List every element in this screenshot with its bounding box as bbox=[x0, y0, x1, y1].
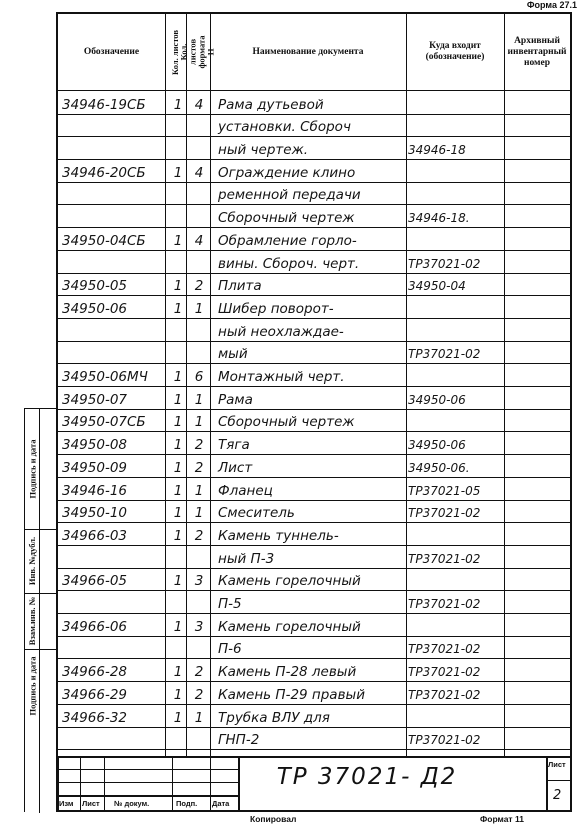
row-destination bbox=[408, 363, 506, 386]
table-row bbox=[58, 477, 570, 500]
row-sheets: 1 bbox=[173, 278, 183, 295]
row-code bbox=[62, 182, 160, 205]
row-code bbox=[62, 545, 160, 568]
stamp-grid-line bbox=[58, 782, 238, 783]
row-name: Камень П-29 правый bbox=[218, 686, 365, 703]
row-destination: ТР37021-02 bbox=[408, 347, 481, 362]
row-name: Фланец bbox=[218, 482, 273, 499]
row-sheets: 1 bbox=[173, 618, 183, 635]
row-format bbox=[189, 636, 209, 659]
table-row bbox=[58, 273, 570, 296]
row-name: Лист bbox=[218, 459, 253, 476]
row-format: 2 bbox=[194, 664, 204, 681]
row-code bbox=[62, 136, 160, 159]
row-sheets bbox=[170, 636, 186, 659]
row-sheets bbox=[170, 545, 186, 568]
row-sheets bbox=[170, 182, 186, 205]
stamp-izm-label: Изм bbox=[59, 799, 74, 808]
table-row bbox=[58, 386, 570, 409]
stamp-data-label: Дата bbox=[212, 799, 230, 808]
row-code: 34950-09 bbox=[62, 459, 127, 476]
row-name: ный чертеж. bbox=[218, 142, 309, 159]
row-destination bbox=[408, 318, 506, 341]
row-format: 1 bbox=[194, 482, 204, 499]
row-destination bbox=[408, 522, 506, 545]
row-destination: ТР37021-02 bbox=[408, 665, 481, 680]
row-format bbox=[189, 182, 209, 205]
row-format: 3 bbox=[194, 618, 204, 635]
row-code: 34966-29 bbox=[62, 686, 127, 703]
row-format: 2 bbox=[194, 437, 204, 454]
row-destination bbox=[408, 159, 506, 182]
row-sheets: 1 bbox=[173, 232, 183, 249]
table-row bbox=[58, 568, 570, 591]
row-destination: ТР37021-02 bbox=[408, 597, 481, 612]
row-name: Рама дутьевой bbox=[218, 96, 324, 113]
side-label-sign-date: Подпись и дата bbox=[27, 439, 37, 499]
row-sheets: 1 bbox=[173, 437, 183, 454]
table-row bbox=[58, 613, 570, 636]
row-sheets bbox=[170, 136, 186, 159]
row-sheets bbox=[170, 318, 186, 341]
row-sheets: 1 bbox=[173, 664, 183, 681]
row-name: Камень горелочный bbox=[218, 573, 361, 590]
row-name: Обрамление горло- bbox=[218, 232, 357, 249]
row-format bbox=[189, 590, 209, 613]
table-row bbox=[58, 500, 570, 523]
row-code bbox=[62, 590, 160, 613]
side-label-vzam-inv: Взам.инв. № bbox=[27, 596, 37, 646]
row-name: Плита bbox=[218, 278, 262, 295]
row-sheets bbox=[170, 250, 186, 273]
row-name: Смеситель bbox=[218, 505, 295, 522]
table-row bbox=[58, 114, 570, 137]
row-sheets: 1 bbox=[173, 164, 183, 181]
stamp-top-line bbox=[58, 756, 570, 758]
row-name: Рама bbox=[218, 391, 253, 408]
row-sheets: 1 bbox=[173, 505, 183, 522]
row-format: 4 bbox=[194, 164, 204, 181]
row-destination bbox=[408, 568, 506, 591]
row-name: Сборочный чертеж bbox=[218, 414, 355, 431]
row-code bbox=[62, 250, 160, 273]
stamp-grid-line bbox=[58, 769, 238, 770]
row-sheets: 1 bbox=[173, 391, 183, 408]
row-name: П-5 bbox=[218, 596, 242, 613]
row-destination: 34946-18 bbox=[408, 143, 466, 158]
row-code: 34966-32 bbox=[62, 709, 127, 726]
stamp-divider bbox=[104, 756, 105, 810]
table-row bbox=[58, 727, 570, 750]
table-row bbox=[58, 318, 570, 341]
table-row bbox=[58, 205, 570, 228]
row-code bbox=[62, 341, 160, 364]
row-sheets bbox=[170, 114, 186, 137]
row-format: 2 bbox=[194, 527, 204, 544]
row-sheets: 1 bbox=[173, 96, 183, 113]
stamp-sheet-number: 2 bbox=[553, 788, 562, 803]
row-name: вины. Сбороч. черт. bbox=[218, 255, 360, 272]
table-row bbox=[58, 136, 570, 159]
table-row bbox=[58, 182, 570, 205]
row-destination: ТР37021-02 bbox=[408, 733, 481, 748]
table-row bbox=[58, 295, 570, 318]
row-format bbox=[189, 545, 209, 568]
row-format: 4 bbox=[194, 232, 204, 249]
side-label-inv-dubl: Инв. №дубл. bbox=[27, 536, 38, 586]
table-row bbox=[58, 432, 570, 455]
row-destination: ТР37021-02 bbox=[408, 506, 481, 521]
row-name: Монтажный черт. bbox=[218, 369, 345, 386]
row-format: 1 bbox=[194, 505, 204, 522]
row-name: Шибер поворот- bbox=[218, 300, 334, 317]
row-code: 34946-19СБ bbox=[62, 96, 146, 113]
row-code bbox=[62, 114, 160, 137]
row-format: 2 bbox=[194, 278, 204, 295]
row-destination: 34950-06. bbox=[408, 460, 470, 475]
row-destination bbox=[408, 182, 506, 205]
row-destination bbox=[408, 227, 506, 250]
row-format: 1 bbox=[194, 709, 204, 726]
table-row bbox=[58, 681, 570, 704]
header-sheets-count: Кол. листов bbox=[170, 29, 180, 75]
header-archive: Архивный инвентарный номер bbox=[507, 35, 567, 68]
row-sheets: 1 bbox=[173, 300, 183, 317]
row-format: 4 bbox=[194, 96, 204, 113]
row-code: 34950-05 bbox=[62, 278, 127, 295]
row-format: 1 bbox=[194, 414, 204, 431]
table-row bbox=[58, 363, 570, 386]
table-row bbox=[58, 91, 570, 114]
row-code: 34950-07 bbox=[62, 391, 127, 408]
row-name: мый bbox=[218, 346, 248, 363]
document-code: ТР 37021- Д2 bbox=[276, 764, 458, 790]
stamp-divider bbox=[80, 756, 81, 810]
row-code: 34950-07СБ bbox=[62, 414, 146, 431]
row-code: 34950-06МЧ bbox=[62, 369, 148, 386]
row-destination: ТР37021-05 bbox=[408, 483, 481, 498]
header-designation: Обозначение bbox=[83, 46, 140, 57]
row-format: 2 bbox=[194, 459, 204, 476]
table-row bbox=[58, 341, 570, 364]
row-format bbox=[189, 114, 209, 137]
row-code bbox=[62, 727, 160, 750]
header-doc-name: Наименование документа bbox=[252, 46, 364, 57]
table-row bbox=[58, 704, 570, 727]
row-line bbox=[58, 749, 570, 750]
row-destination: 34950-06 bbox=[408, 392, 466, 407]
row-name: П-6 bbox=[218, 641, 242, 658]
row-destination: 34946-18. bbox=[408, 211, 470, 226]
form-number-label: Форма 27.1 bbox=[526, 0, 577, 10]
row-sheets: 1 bbox=[173, 709, 183, 726]
stamp-list-label: Лист bbox=[82, 799, 100, 808]
row-destination bbox=[408, 295, 506, 318]
stamp-divider bbox=[172, 756, 173, 810]
table-row bbox=[58, 545, 570, 568]
row-sheets: 1 bbox=[173, 573, 183, 590]
row-code bbox=[62, 205, 160, 228]
table-row bbox=[58, 636, 570, 659]
row-name: Трубка ВЛУ для bbox=[218, 709, 330, 726]
row-sheets bbox=[170, 205, 186, 228]
row-name: Тяга bbox=[218, 437, 250, 454]
table-row bbox=[58, 659, 570, 682]
table-row bbox=[58, 159, 570, 182]
row-code: 34946-20СБ bbox=[62, 164, 146, 181]
row-name: Камень туннель- bbox=[218, 527, 339, 544]
row-code: 34946-16 bbox=[62, 482, 127, 499]
document-sheet bbox=[56, 12, 572, 812]
side-label-sign-date-2: Подпись и дата bbox=[27, 656, 37, 716]
row-format bbox=[189, 136, 209, 159]
row-destination: ТР37021-02 bbox=[408, 551, 481, 566]
row-format bbox=[189, 341, 209, 364]
row-format bbox=[189, 250, 209, 273]
stamp-docno-label: № докум. bbox=[114, 799, 150, 808]
row-name: ременной передачи bbox=[218, 187, 361, 204]
stamp-sheet-line bbox=[546, 780, 570, 781]
row-name: Сборочный чертеж bbox=[218, 210, 355, 227]
row-sheets: 1 bbox=[173, 369, 183, 386]
row-format bbox=[189, 318, 209, 341]
row-name: Камень П-28 левый bbox=[218, 664, 357, 681]
row-code: 34966-28 bbox=[62, 664, 127, 681]
row-destination: 34950-04 bbox=[408, 279, 466, 294]
row-destination bbox=[408, 114, 506, 137]
table-row bbox=[58, 250, 570, 273]
table-row bbox=[58, 227, 570, 250]
row-code: 34950-10 bbox=[62, 505, 127, 522]
copied-label: Копировал bbox=[250, 814, 297, 824]
table-row bbox=[58, 522, 570, 545]
row-code: 34950-06 bbox=[62, 300, 127, 317]
row-format bbox=[189, 205, 209, 228]
row-format bbox=[189, 727, 209, 750]
row-destination bbox=[408, 613, 506, 636]
row-name: ный П-3 bbox=[218, 550, 275, 567]
stamp-grid-line bbox=[58, 795, 238, 797]
stamp-sheet-label: Лист bbox=[548, 760, 566, 769]
row-code bbox=[62, 636, 160, 659]
row-name: Камень горелочный bbox=[218, 618, 361, 635]
side-inner-line bbox=[39, 409, 40, 813]
header-format-count: Кол. листов формата 11 bbox=[179, 35, 216, 69]
row-code: 34950-08 bbox=[62, 437, 127, 454]
stamp-podp-label: Подп. bbox=[176, 799, 198, 808]
row-destination: ТР37021-02 bbox=[408, 642, 481, 657]
table-row bbox=[58, 409, 570, 432]
row-code bbox=[62, 318, 160, 341]
row-destination bbox=[408, 409, 506, 432]
format-label: Формат 11 bbox=[480, 814, 524, 824]
row-destination: ТР37021-02 bbox=[408, 256, 481, 271]
row-name: установки. Сбороч bbox=[218, 119, 351, 136]
row-format: 2 bbox=[194, 686, 204, 703]
row-sheets: 1 bbox=[173, 482, 183, 499]
header-destination: Куда входит (обозначение) bbox=[425, 41, 485, 62]
row-destination: 34950-06 bbox=[408, 438, 466, 453]
side-strip bbox=[24, 408, 56, 812]
row-format: 1 bbox=[194, 300, 204, 317]
row-format: 6 bbox=[194, 369, 204, 386]
row-format: 3 bbox=[194, 573, 204, 590]
row-sheets bbox=[170, 590, 186, 613]
row-sheets: 1 bbox=[173, 414, 183, 431]
row-code: 34950-04СБ bbox=[62, 232, 146, 249]
row-sheets: 1 bbox=[173, 686, 183, 703]
table-row bbox=[58, 590, 570, 613]
stamp-divider bbox=[210, 756, 211, 810]
row-code: 34966-05 bbox=[62, 573, 127, 590]
row-destination: ТР37021-02 bbox=[408, 687, 481, 702]
row-format: 1 bbox=[194, 391, 204, 408]
row-sheets: 1 bbox=[173, 527, 183, 544]
row-name: ный неохлаждае- bbox=[218, 323, 344, 340]
row-destination bbox=[408, 91, 506, 114]
table-row bbox=[58, 454, 570, 477]
row-destination bbox=[408, 704, 506, 727]
row-sheets bbox=[170, 727, 186, 750]
row-sheets bbox=[170, 341, 186, 364]
row-sheets: 1 bbox=[173, 459, 183, 476]
row-name: ГНП-2 bbox=[218, 732, 260, 749]
row-code: 34966-06 bbox=[62, 618, 127, 635]
row-name: Ограждение клино bbox=[218, 164, 356, 181]
row-code: 34966-03 bbox=[62, 527, 127, 544]
